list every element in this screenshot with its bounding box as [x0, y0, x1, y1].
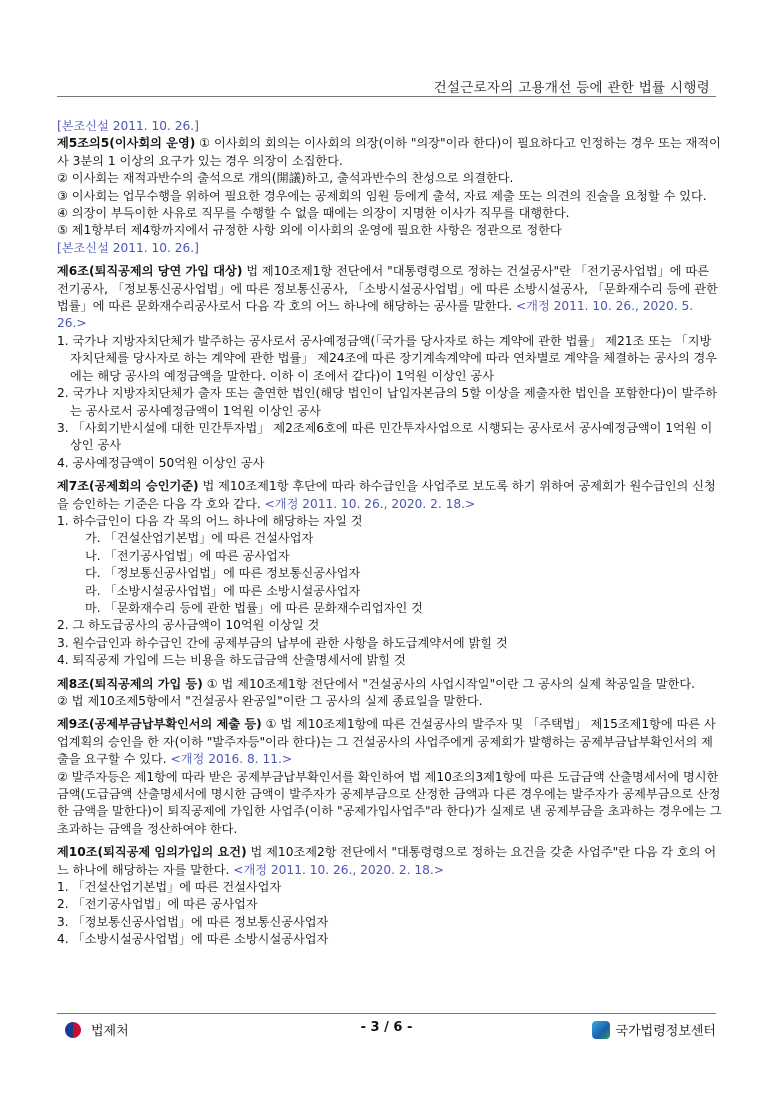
- list-item: 4. 퇴직공제 가입에 드는 비용을 하도급금액 산출명세서에 밝힐 것: [57, 653, 406, 668]
- list-item: 2. 국가나 지방자치단체가 출자 또는 출연한 법인(해당 법인이 납입자본금의 5할 이상을 제출자한 법인을 포함한다)이 발주하는 공사로서 공사예정금액이 1억원 이상인 공사: [57, 386, 718, 418]
- footer-left-label: 법제처: [91, 1024, 129, 1039]
- article-text: ① 이사회의 회의는 이사회의 의장(이하 "의장"이라 한다)이 필요하다고 인정하는 경우 또는 재적이사 3분의 1 이상의 요구가 있는 경우 의장이 소집한다.: [57, 136, 721, 168]
- document-title: 건설근로자의 고용개선 등에 관한 법률 시행령: [433, 80, 710, 96]
- article-text: 법 제10조제1항 후단에 따라 하수급인을 사업주로 보도록 하기 위하여 공제회가 원수급인의 신청을 승인하는 기준은 다음 각 호와 같다.: [57, 479, 716, 511]
- list-item: 2. 「전기공사업법」에 따른 공사업자: [57, 897, 258, 912]
- clause-paragraph: ③ 이사회는 업무수행을 위하여 필요한 경우에는 공제회의 임원 등에게 출석, 자료 제출 또는 의견의 진술을 요청할 수 있다.: [57, 188, 707, 203]
- clause-paragraph: ② 이사회는 재적과반수의 출석으로 개의(開議)하고, 출석과반수의 찬성으로 의결한다.: [57, 171, 514, 186]
- article-heading: 제8조(퇴직공제의 가입 등): [57, 676, 203, 691]
- sub-list-item: 가. 「건설산업기본법」에 따른 건설사업자: [85, 531, 314, 546]
- amendment-note: [본조신설 2011. 10. 26.]: [57, 119, 199, 133]
- list-item: 2. 그 하도급공사의 공사금액이 10억원 이상일 것: [57, 618, 320, 633]
- list-item: 3. 「사회기반시설에 대한 민간투자법」 제2조제6호에 따른 민간투자사업으로 시행되는 공사로서 공사예정금액이 1억원 이상인 공사: [57, 420, 713, 453]
- footer-source: [592, 1020, 716, 1039]
- amendment-note: <개정 2016. 8. 11.>: [166, 752, 293, 767]
- article-heading: 제9조(공제부금납부확인서의 제출 등): [57, 717, 262, 732]
- law-center-logo-icon: [592, 1021, 610, 1039]
- amendment-note: <개정 2011. 10. 26., 2020. 2. 18.>: [229, 862, 444, 877]
- clause-paragraph: ⑤ 제1항부터 제4항까지에서 규정한 사항 외에 이사회의 운영에 필요한 사항은 정관으로 정한다: [57, 223, 562, 238]
- list-item: 3. 「정보통신공사업법」에 따른 정보통신공사업자: [57, 914, 329, 929]
- list-item: 4. 공사예정금액이 50억원 이상인 공사: [57, 455, 265, 470]
- document-body: [57, 118, 723, 949]
- sub-list-item: 나. 「전기공사업법」에 따른 공사업자: [85, 548, 290, 563]
- page-header: [57, 74, 716, 97]
- article-paragraph: [57, 844, 723, 879]
- footer-right-label: 국가법령정보센터: [615, 1024, 716, 1039]
- sub-list-item: 마. 「문화재수리 등에 관한 법률」에 따른 문화재수리업자인 것: [85, 600, 423, 615]
- amendment-note: <개정 2011. 10. 26., 2020. 2. 18.>: [260, 496, 476, 511]
- article-heading: 제6조(퇴직공제의 당연 가입 대상): [57, 264, 243, 279]
- clause-paragraph: ② 법 제10조제5항에서 "건설공사 완공일"이란 그 공사의 실제 종료일을 말한다.: [57, 694, 483, 708]
- amendment-note: [본조신설 2011. 10. 26.]: [57, 240, 199, 255]
- article-paragraph: [57, 263, 723, 333]
- sub-list-item: 다. 「정보통신공사업법」에 따른 정보통신공사업자: [85, 566, 361, 581]
- article-text: 법 제10조제2항 전단에서 "대통령령으로 정하는 요건을 갖춘 사업주"란 다음 각 호의 어느 하나에 해당하는 자를 말한다.: [57, 845, 717, 877]
- list-item: 1. 하수급인이 다음 각 목의 어느 하나에 해당하는 자일 것: [57, 513, 363, 528]
- article-paragraph: [57, 716, 723, 768]
- article-paragraph: [57, 676, 723, 693]
- page-footer: [57, 1013, 716, 1040]
- list-item: 4. 「소방시설공사업법」에 따른 소방시설공사업자: [57, 932, 329, 947]
- clause-paragraph: ④ 의장이 부득이한 사유로 직무를 수행할 수 없을 때에는 의장이 지명한 이사가 직무를 대행한다.: [57, 206, 570, 221]
- page-number: - 3 / 6 -: [360, 1020, 413, 1035]
- article-text: 법 제10조제1항 전단에서 "대통령령으로 정하는 건설공사"란 「전기공사업법」에 따른 전기공사, 「정보통신공사업법」에 따른 정보통신공사, 「소방시설공사업법」에 따른 소방시설공사, 「문화재수리 등에 관한 법률」에 따른 문화재수리공사로서 다음 각 호의 어느 하나에 해당하는 공사를 말한다.: [57, 264, 718, 314]
- article-text: ① 법 제10조제1항 전단에서 "건설공사의 사업시작일"이란 그 공사의 실제 착공일을 말한다.: [202, 676, 696, 691]
- list-item: 1. 「건설산업기본법」에 따른 건설사업자: [57, 880, 282, 895]
- amendment-note: <개정 2011. 10. 26., 2020. 5. 26.>: [57, 299, 694, 331]
- list-item: 1. 국가나 지방자치단체가 발주하는 공사로서 공사예정금액(「국가를 당사자로 하는 계약에 관한 법률」 제21조 또는 「지방자치단체를 당사자로 하는 계약에 관한 법률」 제24조에 따른 장기계속계약에 따라 연차별로 계약을 체결하는 공사의 경우에는 해당 공사의 예정금액을 말한다. 이하 이 조에서 같다)이 1억원 이상인 공사: [57, 333, 718, 383]
- list-item: 3. 원수급인과 하수급인 간에 공제부금의 납부에 관한 사항을 하도급계약서에 밝힐 것: [57, 635, 508, 650]
- clause-paragraph: ② 발주자등은 제1항에 따라 받은 공제부금납부확인서를 확인하여 법 제10조의3제1항에 따른 도급금액 산출명세서에 명시한 금액(도급금액 산출명세서에 명시한 금액이 발주자가 공제부금으로 산정한 금액과 다른 경우에는 발주자가 공제부금으로 산정한 금액을 말한다)이 퇴직공제에 가입한 사업주(이하 "공제가입사업주"라 한다)가 실제로 낸 공제부금을 초과하는 경우에는 그 초과하는 금액을 정산하여야 한다.: [57, 769, 722, 836]
- article-heading: 제10조(퇴직공제 임의가입의 요건): [57, 845, 247, 860]
- article-heading: 제7조(공제회의 승인기준): [57, 479, 199, 494]
- article-paragraph: [57, 135, 723, 170]
- sub-list-item: 라. 「소방시설공사업법」에 따른 소방시설공사업자: [85, 583, 361, 598]
- article-paragraph: [57, 478, 723, 513]
- article-heading: 제5조의5(이사회의 운영): [57, 136, 196, 151]
- article-text: ① 법 제10조제1항에 따른 건설공사의 발주자 및 「주택법」 제15조제1항에 따른 사업계획의 승인을 한 자(이하 "발주자등"이라 한다)는 그 건설공사의 사업주에게 공제회가 발행하는 공제부금납부확인서의 제출을 요구할 수 있다.: [57, 717, 716, 767]
